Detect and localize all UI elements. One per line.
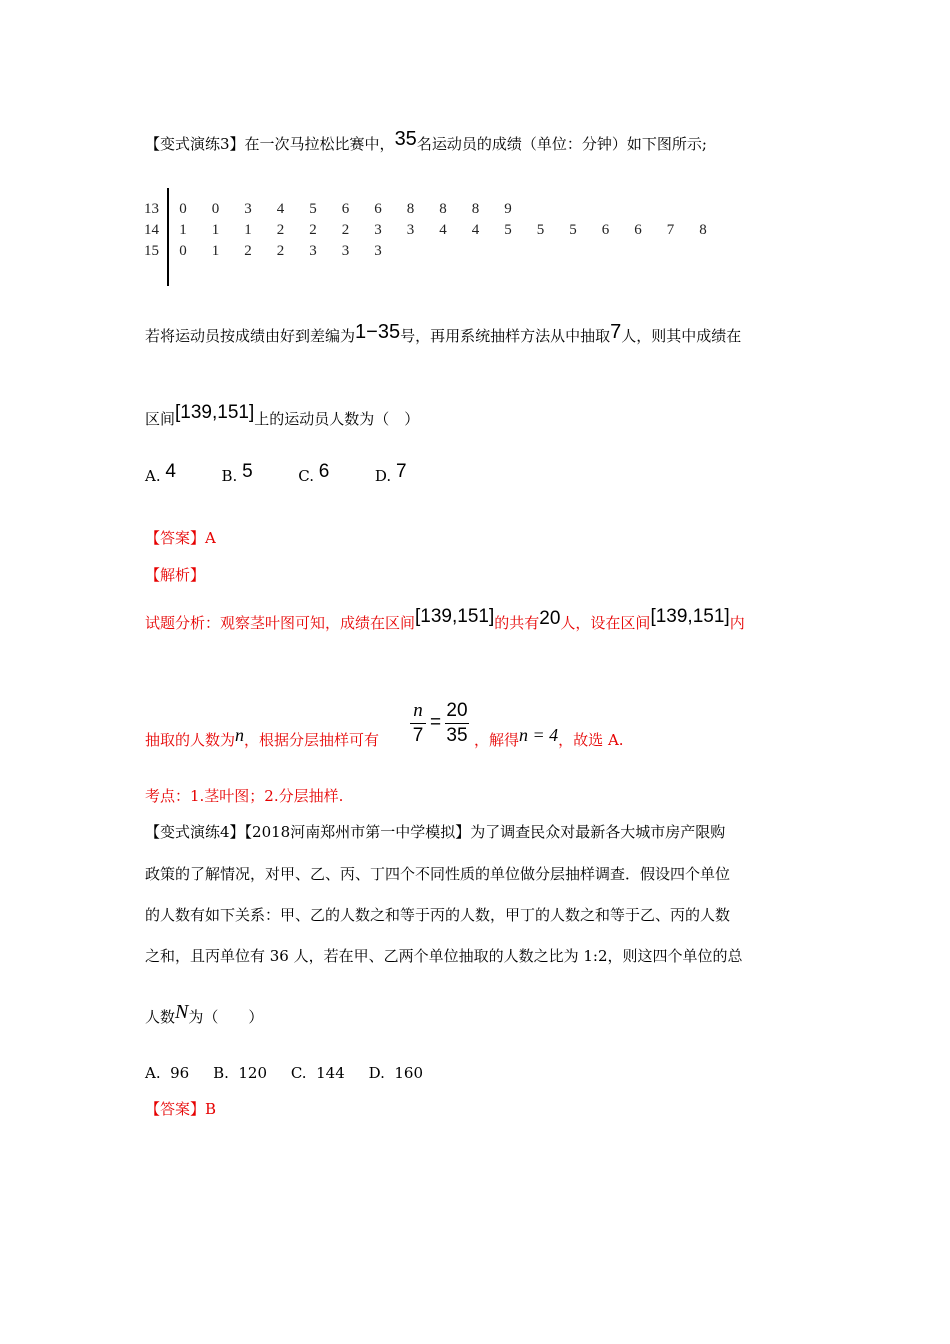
q3-line2 [145, 321, 742, 346]
q3-answer-label: 【答案】 [145, 529, 206, 547]
leaf: 0 [211, 201, 220, 217]
sol-text-d: 内 [729, 614, 745, 632]
sol-text-a: 试题分析：观察茎叶图可知，成绩在区间 [145, 614, 416, 632]
q3-interval: [139,151] [175, 402, 255, 423]
fraction-right-numerator: 20 [446, 700, 468, 721]
leaf: 2 [276, 222, 285, 238]
leaf: 2 [244, 243, 252, 259]
sol2-equation: n = 4 [519, 725, 559, 745]
leaf: 8 [406, 201, 415, 217]
sol-interval-2: [139,151] [650, 606, 730, 627]
q3-option-d: D. 7 [374, 461, 407, 485]
leaf: 6 [634, 222, 642, 238]
q4-line2: 政策的了解情况，对甲、乙、丙、丁四个不同性质的单位做分层抽样调查．假设四个单位 [145, 865, 731, 883]
q4-line4: 之和，且丙单位有 36 人，若在甲、乙两个单位抽取的人数之比为 1:2，则这四个单位的总 [145, 947, 743, 965]
leaf: 1 [211, 243, 220, 259]
sol-text-c: 人，设在区间 [560, 614, 651, 632]
q3-line3 [145, 402, 420, 429]
q3-keypoints: 考点：1.茎叶图；2.分层抽样. [145, 787, 344, 805]
leaf: 4 [471, 222, 480, 238]
sol2-text-c: ，解得 [474, 731, 520, 749]
leaf: 0 [179, 243, 187, 259]
q4-answer-label: 【答案】 [145, 1100, 206, 1118]
leaf: 1 [244, 222, 252, 238]
q3-range: 1−35 [355, 321, 401, 343]
q4-source: 【2018河南郑州市第一中学模拟】 [244, 823, 471, 841]
q3-option-c: C. 6 [298, 461, 330, 485]
fraction-20-over-35 [445, 700, 469, 747]
sol-interval-1: [139,151] [415, 606, 495, 627]
leaf: 0 [179, 201, 187, 217]
leaf: 6 [374, 201, 382, 217]
leaf: 2 [341, 222, 350, 238]
leaf: 8 [471, 201, 480, 217]
sol-total: 20 [539, 608, 561, 629]
q3-solution-line2-b [474, 725, 624, 750]
q3-option-b: B. 5 [221, 461, 253, 485]
leaf: 4 [439, 222, 447, 238]
q3-line3-b: 上的运动员人数为（ ） [254, 410, 420, 428]
stem-15: 15 [144, 243, 159, 259]
leaf: 8 [699, 222, 707, 238]
sol-text-b: 的共有 [494, 614, 540, 632]
leaf: 3 [406, 222, 415, 238]
q4-line5-a: 人数 [145, 1008, 176, 1026]
leaf: 7 [666, 222, 675, 238]
leaf: 2 [309, 222, 317, 238]
leaf: 9 [504, 201, 512, 217]
q3-header: 【变式演练3】 [145, 135, 245, 153]
leaf: 3 [374, 222, 382, 238]
q3-line2-b: 号，再用系统抽样方法从中抽取 [400, 327, 611, 345]
leaf: 6 [341, 201, 350, 217]
leaf: 5 [569, 222, 577, 238]
sol2-text-b: ，根据分层抽样可有 [244, 731, 380, 749]
q3-line2-a: 若将运动员按成绩由好到差编为 [145, 327, 356, 345]
leaf: 5 [309, 201, 317, 217]
q3-intro-b: 名运动员的成绩（单位：分钟）如下图所示; [416, 135, 707, 153]
q3-count: 35 [394, 128, 417, 150]
q4-line5 [145, 1001, 264, 1027]
leaf: 3 [309, 243, 317, 259]
q3-title-line [145, 128, 707, 154]
fraction-left-denominator: 7 [412, 725, 424, 747]
sol2-text-a: 抽取的人数为 [145, 731, 236, 749]
q4-answer [145, 1099, 216, 1119]
q3-answer [145, 528, 216, 548]
q4-answer-value: B [205, 1100, 217, 1118]
q3-solution-line2-a [145, 725, 380, 750]
leaf: 1 [179, 222, 187, 238]
q3-intro-a: 在一次马拉松比赛中， [244, 135, 395, 153]
q3-option-a: A. 4 [145, 461, 176, 485]
q4-line1 [145, 822, 725, 842]
sol2-n: n [235, 725, 245, 745]
leaf: 2 [276, 243, 285, 259]
fraction-right-denominator: 35 [446, 725, 468, 747]
q4-options: A. 96 B. 120 C. 144 D. 160 [145, 1064, 424, 1082]
sol2-text-d: ，故选 A. [558, 731, 624, 749]
fraction-left-numerator: n [413, 700, 423, 721]
q3-line3-a: 区间 [145, 410, 176, 428]
leaf: 5 [536, 222, 545, 238]
q3-answer-value: A [205, 529, 216, 547]
q3-sample: 7 [610, 321, 622, 343]
q4-line5-b: 为（ ） [188, 1008, 264, 1026]
q4-line3: 的人数有如下关系：甲、乙的人数之和等于丙的人数，甲丁的人数之和等于乙、丙的人数 [145, 906, 731, 924]
leaf: 1 [211, 222, 220, 238]
stem-13: 13 [144, 201, 159, 217]
leaf: 5 [504, 222, 512, 238]
leaf: 3 [341, 243, 350, 259]
stem-14: 14 [144, 222, 159, 238]
leaf: 3 [374, 243, 382, 259]
q3-solution-line1 [145, 606, 745, 633]
q4-line1-text: 为了调查民众对最新各大城市房产限购 [470, 823, 726, 841]
fraction-n-over-7 [410, 700, 426, 747]
leaf: 3 [244, 201, 252, 217]
q3-options [145, 461, 407, 486]
leaf: 4 [276, 201, 285, 217]
q4-header: 【变式演练4】 [145, 823, 245, 841]
fraction-equals: = [430, 712, 442, 733]
q3-line2-c: 人，则其中成绩在 [621, 327, 742, 345]
leaf: 8 [439, 201, 447, 217]
stem-leaf-divider [167, 188, 169, 286]
leaf: 6 [601, 222, 610, 238]
q4-n: N [175, 1001, 189, 1023]
q3-analysis-label: 【解析】 [145, 566, 206, 584]
